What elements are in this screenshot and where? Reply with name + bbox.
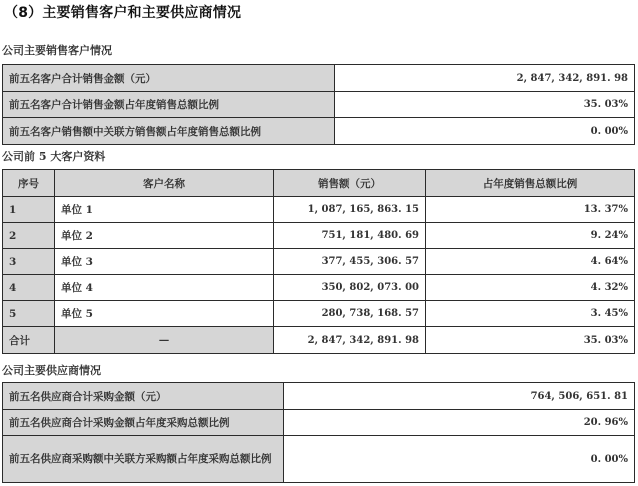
row-label: 前五名客户合计销售金额（元） [3,65,335,92]
column-header-ratio: 占年度销售总额比例 [426,170,635,197]
table-row [3,223,635,249]
cell-sales: 1, 087, 165, 863. 15 [274,197,426,223]
table-row [3,65,635,92]
cell-sales: 350, 802, 073. 00 [274,275,426,301]
cell-no: 3 [3,249,55,275]
table-row [3,275,635,301]
cell-total-ratio: 35. 03% [426,327,635,354]
cell-ratio: 4. 64% [426,249,635,275]
cell-no: 5 [3,301,55,327]
row-label: 前五名供应商合计采购金额（元） [3,383,284,410]
table-row [3,436,635,483]
row-label: 前五名供应商采购额中关联方采购额占年度采购总额比例 [3,436,284,483]
cell-total-name: — [55,327,274,354]
table-row [3,383,635,410]
cell-sales: 377, 455, 306. 57 [274,249,426,275]
cell-no: 2 [3,223,55,249]
column-header-no: 序号 [3,170,55,197]
row-value: 764, 506, 651. 81 [284,383,635,410]
row-value: 35. 03% [335,92,635,118]
cell-name: 单位 1 [55,197,274,223]
column-header-sales: 销售额（元） [274,170,426,197]
cell-no: 4 [3,275,55,301]
supplier-summary-heading: 公司主要供应商情况 [2,364,101,377]
cell-total-label: 合计 [3,327,55,354]
table-row [3,249,635,275]
cell-name: 单位 3 [55,249,274,275]
table-header-row [3,170,635,197]
cell-sales: 280, 738, 168. 57 [274,301,426,327]
cell-ratio: 9. 24% [426,223,635,249]
table-row [3,410,635,436]
cell-name: 单位 2 [55,223,274,249]
row-value: 0. 00% [335,118,635,145]
cell-sales: 751, 181, 480. 69 [274,223,426,249]
row-value: 2, 847, 342, 891. 98 [335,65,635,92]
table-row [3,118,635,145]
cell-name: 单位 5 [55,301,274,327]
row-label: 前五名供应商合计采购金额占年度采购总额比例 [3,410,284,436]
row-value: 20. 96% [284,410,635,436]
cell-ratio: 4. 32% [426,275,635,301]
table-total-row [3,327,635,354]
supplier-summary-table [2,382,635,483]
cell-ratio: 13. 37% [426,197,635,223]
cell-no: 1 [3,197,55,223]
table-row [3,301,635,327]
row-label: 前五名客户销售额中关联方销售额占年度销售总额比例 [3,118,335,145]
table-row [3,92,635,118]
customer-summary-table [2,64,635,145]
cell-total-sales: 2, 847, 342, 891. 98 [274,327,426,354]
table-row [3,197,635,223]
cell-name: 单位 4 [55,275,274,301]
section-title: （8）主要销售客户和主要供应商情况 [4,5,242,21]
row-label: 前五名客户合计销售金额占年度销售总额比例 [3,92,335,118]
customer-summary-heading: 公司主要销售客户情况 [2,44,112,57]
top5-customers-table [2,169,635,354]
column-header-name: 客户名称 [55,170,274,197]
row-value: 0. 00% [284,436,635,483]
cell-ratio: 3. 45% [426,301,635,327]
top5-customers-heading: 公司前 5 大客户资料 [2,150,106,163]
